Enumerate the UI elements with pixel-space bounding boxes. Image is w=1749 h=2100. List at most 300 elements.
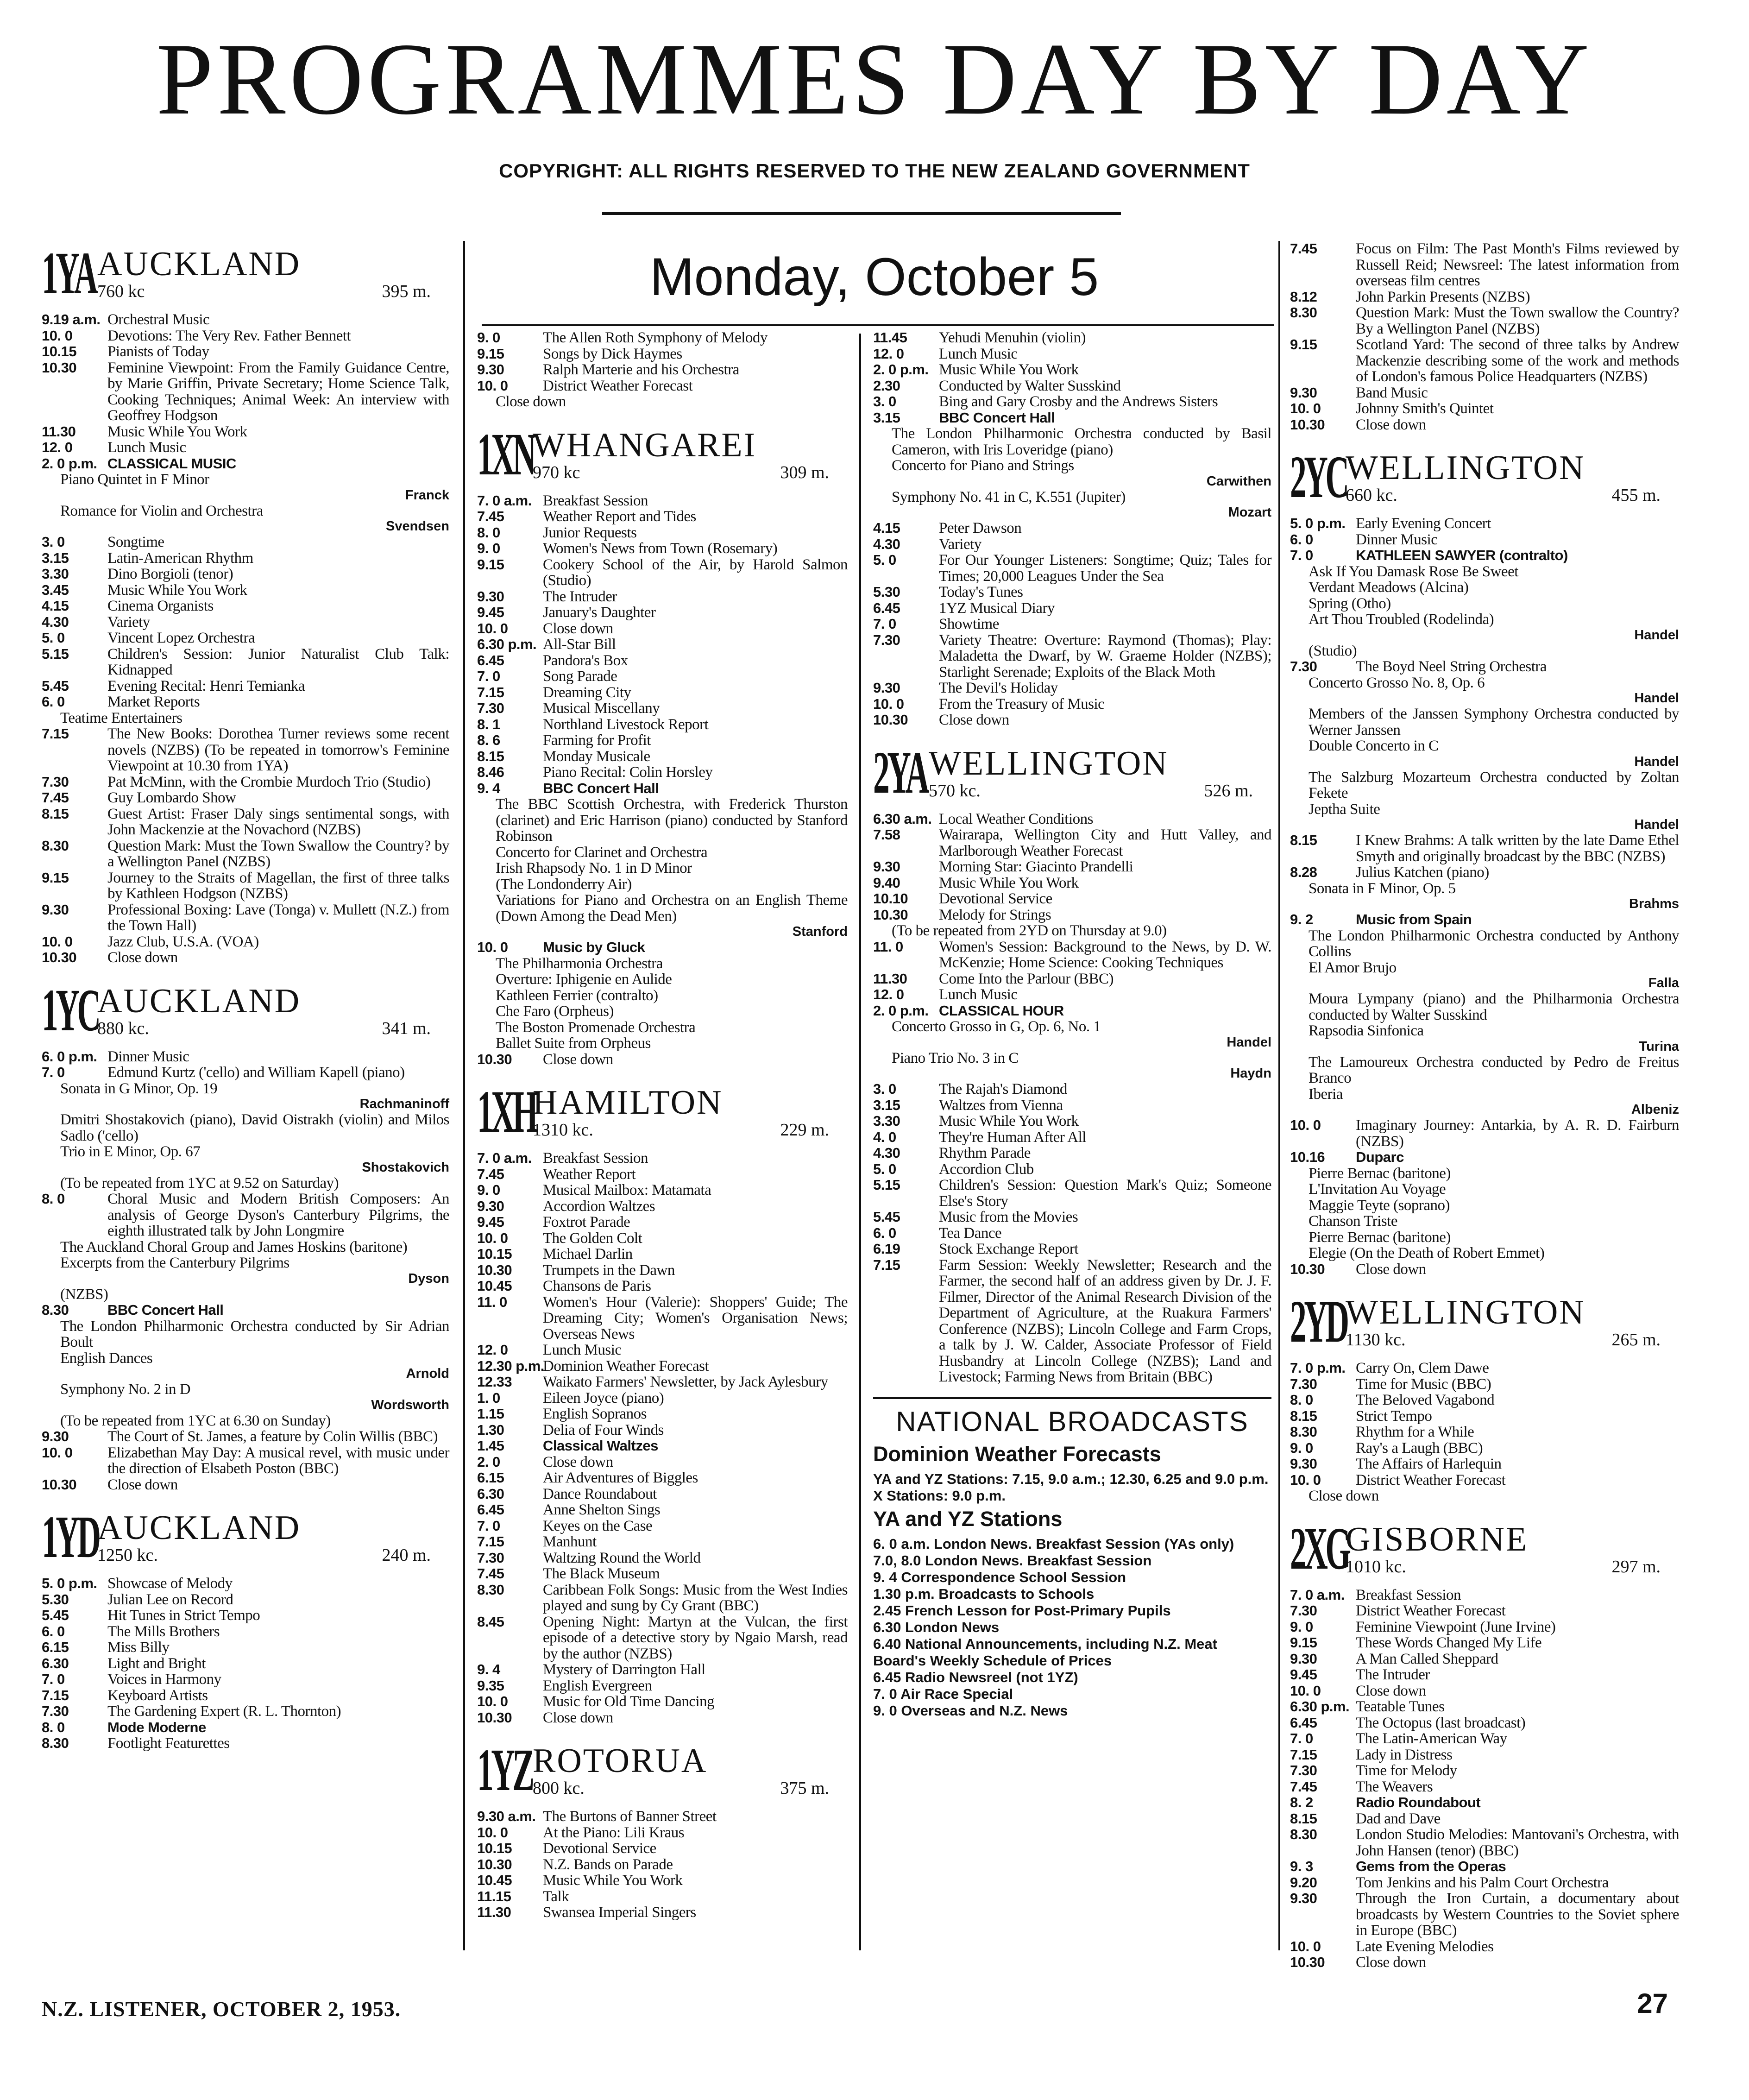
programme-entry [42,440,449,456]
programme-entry [1290,1456,1679,1472]
programme-detail-text: Concerto Grosso No. 8, Op. 6 [1309,674,1485,691]
programme-detail-text: The Boston Promenade Orchestra [496,1019,696,1036]
programme-time: 10. 0 [42,933,73,950]
programme-detail [1290,643,1679,659]
programme-title: Pianists of Today [107,343,209,360]
programme-time: 9.15 [42,869,69,886]
programme-entry [1290,1955,1679,1971]
programme-title: KATHLEEN SAWYER (contralto) [1356,547,1568,563]
programme-detail [873,1050,1271,1066]
programme-entry [1290,1731,1679,1747]
programme-entry [477,1614,848,1662]
composer-credit: Falla [1648,976,1679,990]
programme-time: 7. 0 [477,668,500,684]
programme-entry [477,1678,848,1694]
programme-title: The Devil's Holiday [939,680,1058,696]
programme-detail-text: Piano Quintet in F Minor [60,471,209,488]
programme-time: 9.30 a.m. [477,1808,536,1824]
programme-detail-text: Ballet Suite from Orpheus [496,1035,651,1052]
programme-detail-text: (The Londonderry Air) [496,876,632,893]
programme-time: 8.28 [1290,864,1317,880]
programme-time: 1.45 [477,1438,504,1454]
programme-time: 3.30 [42,566,69,582]
programme-entry [873,632,1271,681]
programme-entry [477,1294,848,1343]
programme-time: 9.30 [477,1198,504,1214]
programme-time: 11.30 [873,970,907,987]
composer-credit: Haydn [1230,1066,1271,1081]
programme-entry [42,1720,449,1736]
programme-title: Stock Exchange Report [939,1241,1079,1257]
programme-title: Breakfast Session [543,492,648,509]
programme-time: 7. 0 [477,1517,500,1534]
programme-time: 3. 0 [873,393,896,410]
programme-entry [42,312,449,328]
programme-time: 10.30 [873,906,908,923]
programme-title: Journey to the Straits of Magellan, the first of three talks by Kathleen Hodgson (NZBS) [107,869,449,902]
programme-time: 5. 0 p.m. [1290,515,1346,531]
programme-detail [477,892,848,924]
national-line: 9. 4 Correspondence School Session [873,1569,1126,1585]
programme-time: 7.30 [1290,1762,1317,1778]
programme-time: 7.45 [477,1565,504,1582]
programme-entry [1290,289,1679,305]
programme-time: 8. 1 [477,716,500,732]
programme-title: Close down [107,949,178,966]
programme-time: 6.45 [477,652,504,668]
programme-title: Breakfast Session [543,1150,648,1167]
programme-entry [873,811,1271,827]
programme-detail-text: Chanson Triste [1309,1213,1397,1230]
programme-entry [477,1550,848,1566]
station-frequency: 880 kc. [97,1018,149,1038]
programme-title: Waikato Farmers' Newsletter, by Jack Aylesbury [543,1374,828,1390]
programme-detail [1290,960,1679,976]
programme-time: 9.30 [1290,1456,1317,1472]
programme-time: 7.30 [873,631,900,648]
programme-title: The Weavers [1356,1778,1433,1795]
programme-title: Piano Recital: Colin Horsley [543,764,713,781]
programme-detail-text: Close down [496,393,566,410]
programme-time: 6. 0 p.m. [42,1048,97,1065]
programme-detail [1290,801,1679,818]
programme-title: Music While You Work [939,361,1079,378]
programme-title: Lunch Music [543,1342,622,1358]
programme-detail-text: Che Faro (Orpheus) [496,1003,614,1020]
national-line: 6.45 Radio Newsreel (not 1YZ) [873,1669,1078,1685]
programme-time: 10.30 [1290,1954,1325,1970]
programme-time: 11. 0 [873,938,903,955]
programme-time: 7.45 [477,508,504,524]
programme-time: 8. 6 [477,732,500,748]
programme-time: 10.30 [42,949,77,965]
programme-time: 10. 0 [1290,1938,1321,1955]
programme-detail [42,1413,449,1429]
programme-title: Children's Session: Question Mark's Quiz; Someone Else's Story [939,1177,1271,1210]
composer-credit: Arnold [406,1366,449,1381]
programme-detail [1290,1023,1679,1039]
station-name: HAMILTON [533,1084,723,1122]
programme-detail [1290,612,1679,628]
programme-time: 7.45 [1290,1778,1317,1795]
programme-time: 9.30 [1290,384,1317,401]
composer-credit: Franck [405,487,449,503]
programme-time: 7. 0 [42,1671,65,1687]
programme-entry [42,344,449,360]
programme-detail-text: Dmitri Shostakovich (piano), David Oistrakh (violin) and Milos Sadlo ('cello) [60,1111,449,1144]
programme-time: 8. 0 [42,1719,65,1735]
programme-detail-text: Ask If You Damask Rose Be Sweet [1309,563,1518,580]
programme-entry [1290,864,1679,881]
programme-title: Women's Hour (Valerie): Shoppers' Guide; The Dreaming City; Women's Organisation News; Overseas News [543,1293,848,1343]
programme-entry [42,678,449,694]
programme-title: Lunch Music [939,986,1018,1003]
programme-title: These Words Changed My Life [1356,1634,1542,1651]
programme-entry [42,328,449,344]
programme-entry [477,1438,848,1454]
programme-title: Feminine Viewpoint: From the Family Guidance Centre, by Marie Griffin, Private Secretary; Home Science Talk, Cooking Techniques; Animal Week: An interview with Geoffrey Hodgson [107,359,449,424]
programme-time: 9.15 [1290,336,1317,353]
programme-title: Strict Tempo [1356,1407,1432,1425]
programme-entry [1290,832,1679,864]
composer-credit: Stanford [792,924,848,939]
programme-time: 9.45 [477,604,504,620]
composer-credit: Handel [1634,691,1679,706]
programme-title: Question Mark: Must the Town Swallow the Country? by a Wellington Panel (NZBS) [107,837,449,870]
station-frequency: 970 kc [533,462,580,482]
programme-time: 9. 0 [1290,1618,1313,1635]
composer-credit: Svendsen [386,519,449,534]
programme-time: 9.30 [42,1428,69,1444]
programme-time: 7. 0 a.m. [477,492,532,509]
programme-title: The Octopus (last broadcast) [1356,1714,1526,1731]
programme-title: N.Z. Bands on Parade [543,1856,673,1873]
programme-title: Come Into the Parlour (BBC) [939,970,1114,987]
programme-detail-text: Concerto Grosso in G, Op. 6, No. 1 [892,1018,1101,1035]
programme-title: The Rajah's Diamond [939,1081,1067,1097]
masthead-title: PROGRAMMES DAY BY DAY [156,22,1593,136]
programme-time: 7.15 [477,684,504,700]
programme-entry [873,1113,1271,1129]
programme-time: 6.45 [477,1501,504,1518]
national-line: 1.30 p.m. Broadcasts to Schools [873,1585,1095,1602]
programme-time: 5. 0 [873,1160,896,1177]
national-line: 7.0, 8.0 London News. Breakfast Session [873,1552,1152,1569]
programme-time: 9. 2 [1290,911,1313,927]
composer-credit: Handel [1227,1034,1271,1050]
programme-detail-text: The London Philharmonic Orchestra conducted by Sir Adrian Boult [60,1318,449,1350]
programme-detail-text: Rapsodia Sinfonica [1309,1022,1424,1039]
programme-detail-text: Close down [1309,1488,1379,1504]
station-header [477,421,848,488]
programme-time: 9.40 [873,874,900,891]
programme-time: 6.15 [42,1639,69,1655]
programme-detail-text: Kathleen Ferrier (contralto) [496,987,658,1004]
programme-entry [42,694,449,710]
programme-title: Foxtrot Parade [543,1214,630,1230]
station-header [873,739,1271,806]
programme-title: Songs by Dick Haymes [543,345,682,362]
programme-detail [42,472,449,488]
programme-title: All-Star Bill [543,636,616,653]
programme-entry [873,859,1271,875]
programme-title: Accordion Club [939,1160,1034,1178]
programme-detail [873,1019,1271,1035]
programme-entry [1290,241,1679,289]
programme-detail [873,923,1271,939]
station-wavelength: 455 m. [1611,486,1661,505]
station-frequency: 760 kc [97,282,145,301]
programme-entry [1290,1587,1679,1603]
programme-entry [873,1225,1271,1242]
programme-entry [873,971,1271,987]
programme-time: 1.15 [477,1406,504,1422]
programme-title: Light and Bright [107,1655,206,1672]
programme-entry [1290,385,1679,401]
programme-detail [477,877,848,893]
programme-title: Farm Session: Weekly Newsletter; Research and the Farmer, the second half of an address given by Dr. J. F. Filmer, Director of the Animal Research Division of the Department of Agriculture, at the Ruakura Farmers' Conference (NZBS); Lincoln College and Farm Crops, a talk by J. W. Calder, Associate Professor of Field Husbandry at Lincoln College (NZBS); Land and Livestock; Farming News from Britain (BBC) [939,1256,1271,1385]
programme-title: Melody for Strings [939,906,1051,923]
programme-time: 9.20 [1290,1874,1317,1891]
programme-time: 8.15 [1290,1810,1317,1827]
programme-title: Rhythm Parade [939,1145,1031,1161]
programme-title: Music While You Work [939,1113,1079,1129]
programme-title: Close down [1356,1954,1426,1971]
programme-title: Mystery of Darrington Hall [543,1661,705,1678]
programme-time: 7. 0 a.m. [1290,1586,1345,1603]
programme-detail [42,1239,449,1255]
programme-title: Ray's a Laugh (BBC) [1356,1439,1483,1457]
programme-title: Evening Recital: Henri Temianka [107,677,305,694]
programme-title: Orchestral Music [107,311,210,328]
programme-detail [42,1350,449,1367]
programme-time: 5. 0 [42,630,65,646]
programme-time: 3.45 [42,581,69,598]
programme-time: 8.30 [1290,1424,1317,1440]
programme-entry [873,330,1271,346]
programme-entry [42,1191,449,1239]
programme-detail-text: El Amor Brujo [1309,959,1397,976]
programme-time: 6.30 p.m. [1290,1698,1350,1715]
programme-time: 10.30 [42,359,77,376]
programme-entry [477,1809,848,1825]
programme-entry [477,1182,848,1198]
programme-entry [42,550,449,567]
programme-entry [477,330,848,346]
programme-time: 9. 0 [477,1182,500,1198]
programme-entry [477,1374,848,1390]
programme-time: 10.30 [873,712,908,728]
programme-title: Song Parade [543,668,617,685]
programme-entry [42,360,449,424]
programme-time: 12.30 p.m. [477,1357,544,1374]
programme-entry [477,1358,848,1375]
programme-title: Trumpets in the Dawn [543,1261,675,1279]
programme-time: 3. 0 [42,534,65,550]
programme-detail-text: The Salzburg Mozarteum Orchestra conducted by Zoltan Fekete [1309,769,1679,801]
programme-detail-text: Members of the Janssen Symphony Orchestra conducted by Werner Janssen [1309,706,1679,738]
programme-entry [1290,659,1679,675]
programme-entry [477,525,848,541]
programme-time: 7.15 [873,1256,900,1273]
programme-entry [477,1825,848,1841]
programme-title: The Intruder [1356,1666,1430,1683]
programme-detail [477,956,848,972]
programme-detail-text: Trio in E Minor, Op. 67 [60,1143,201,1160]
programme-time: 7. 0 a.m. [477,1150,532,1166]
programme-detail-text: (Studio) [1309,642,1357,659]
programme-entry [1290,516,1679,532]
programme-entry [42,1065,449,1081]
station-frequency: 570 kc. [929,781,981,801]
programme-title: The Mills Brothers [107,1623,220,1640]
programme-entry [477,764,848,781]
programme-time: 10.30 [1290,1261,1325,1277]
programme-time: 7.30 [1290,1375,1317,1392]
programme-title: Music While You Work [543,1872,683,1889]
programme-time: 8.15 [1290,1407,1317,1424]
programme-entry [1290,337,1679,385]
programme-time: 7. 0 [42,1064,65,1080]
programme-detail [42,1255,449,1271]
programme-entry [477,1246,848,1262]
programme-detail-text: Verdant Meadows (Alcina) [1309,579,1469,596]
programme-time: 5.30 [873,584,900,600]
programme-entry [477,557,848,589]
programme-time: 3.30 [873,1113,900,1129]
programme-detail [477,1020,848,1036]
programme-entry [873,552,1271,584]
programme-title: Scotland Yard: The second of three talks by Andrew Mackenzie describing some of the work and methods of London's famous Police Headquarters (NZBS) [1356,336,1679,385]
programme-detail [1290,928,1679,960]
programme-title: Lunch Music [939,345,1018,362]
programme-entry [42,838,449,870]
programme-title: Music While You Work [107,423,247,440]
programme-time: 9.30 [1290,1890,1317,1906]
programme-detail [1290,1245,1679,1261]
station-name: WHANGAREI [533,426,757,464]
programme-time: 7.15 [42,725,69,742]
programme-entry [42,1624,449,1640]
programme-time: 10.30 [42,1476,77,1493]
programme-title: 1YZ Musical Diary [939,599,1055,617]
column-divider [1278,241,1280,1950]
programme-detail [42,1175,449,1192]
programme-entry [477,1167,848,1183]
programme-time: 7. 0 [873,616,896,632]
programme-title: The Latin-American Way [1356,1730,1507,1747]
national-broadcasts-title: NATIONAL BROADCASTS [896,1406,1249,1437]
programme-entry [477,1342,848,1358]
programme-title: Radio Roundabout [1356,1794,1481,1810]
programme-entry [477,653,848,669]
station-wavelength: 526 m. [1204,781,1253,801]
programme-detail [1290,1166,1679,1182]
programme-detail-text: Irish Rhapsody No. 1 in D Minor [496,860,692,877]
programme-entry [1290,1261,1679,1278]
programme-time: 3.15 [873,1097,900,1113]
station-wavelength: 309 m. [780,462,829,482]
programme-entry [42,1049,449,1065]
programme-time: 10. 0 [42,1444,73,1461]
programme-time: 8.30 [1290,304,1317,321]
programme-entry [477,1470,848,1486]
programme-time: 6.30 p.m. [477,636,537,652]
programme-entry [1290,1651,1679,1667]
programme-time: 12. 0 [873,986,904,1003]
programme-time: 7.30 [477,700,504,716]
programme-time: 5.45 [42,677,69,694]
programme-entry [477,1486,848,1502]
programme-time: 10.30 [477,1051,512,1067]
programme-detail [477,1035,848,1052]
programme-entry [873,1129,1271,1146]
station-name: WELLINGTON [1346,449,1585,487]
programme-title: Through the Iron Curtain, a documentary about broadcasts by Western Countries to the Soviet sphere in Europe (BBC) [1356,1890,1679,1939]
programme-entry [873,1241,1271,1257]
programme-entry [42,726,449,774]
programme-entry [873,584,1271,600]
programme-time: 2.30 [873,377,900,394]
programme-title: Opening Night: Martyn at the Vulcan, the first episode of a detective story by Ngaio Marsh, read by the author (NZBS) [543,1613,848,1662]
station-frequency: 800 kc. [533,1778,585,1798]
programme-entry [873,907,1271,923]
programme-detail-text: Excerpts from the Canterbury Pilgrims [60,1255,289,1271]
programme-detail [477,971,848,988]
programme-time: 9.15 [1290,1634,1317,1651]
programme-time: 2. 0 [477,1453,500,1470]
programme-title: Bing and Gary Crosby and the Andrews Sisters [939,393,1218,410]
programme-entry [1290,1939,1679,1955]
composer-credit: Carwithen [1206,473,1271,489]
programme-detail-text: Pierre Bernac (baritone) [1309,1165,1451,1182]
programme-detail [1290,1488,1679,1504]
programme-entry [42,630,449,646]
column-2 [477,330,848,1948]
programme-time: 10.30 [477,1709,512,1726]
programme-time: 6.30 [42,1655,69,1671]
programme-time: 10. 0 [1290,400,1321,416]
programme-time: 11.45 [873,329,907,346]
programme-entry [873,1081,1271,1097]
programme-entry [477,1198,848,1215]
programme-entry [1290,1408,1679,1425]
programme-title: Devotional Service [543,1840,656,1857]
programme-title: Caribbean Folk Songs: Music from the West Indies played and sung by Cy Grant (BBC) [543,1581,848,1614]
programme-time: 9.30 [873,858,900,875]
programme-title: Close down [1356,1682,1426,1699]
national-line: 7. 0 Air Race Special [873,1685,1013,1702]
programme-title: A Man Called Sheppard [1356,1650,1498,1667]
programme-entry [477,781,848,797]
programme-time: 9.15 [477,556,504,573]
station-frequency: 660 kc. [1346,486,1397,505]
national-broadcasts-box [873,1397,1271,1719]
programme-detail-text: Teatime Entertainers [60,709,182,726]
programme-title: English Evergreen [543,1677,652,1694]
programme-detail [1290,1086,1679,1103]
programme-title: Music from the Movies [939,1209,1078,1225]
programme-title: The Golden Colt [543,1230,642,1247]
programme-title: Time for Music (BBC) [1356,1375,1491,1393]
programme-detail [1290,564,1679,580]
programme-entry [477,1694,848,1710]
weather-forecasts-title: Dominion Weather Forecasts [873,1442,1161,1466]
programme-time: 10. 0 [1290,1682,1321,1699]
programme-title: Duparc [1356,1149,1404,1165]
programme-title: The Intruder [543,588,617,605]
programme-detail [42,1318,449,1350]
